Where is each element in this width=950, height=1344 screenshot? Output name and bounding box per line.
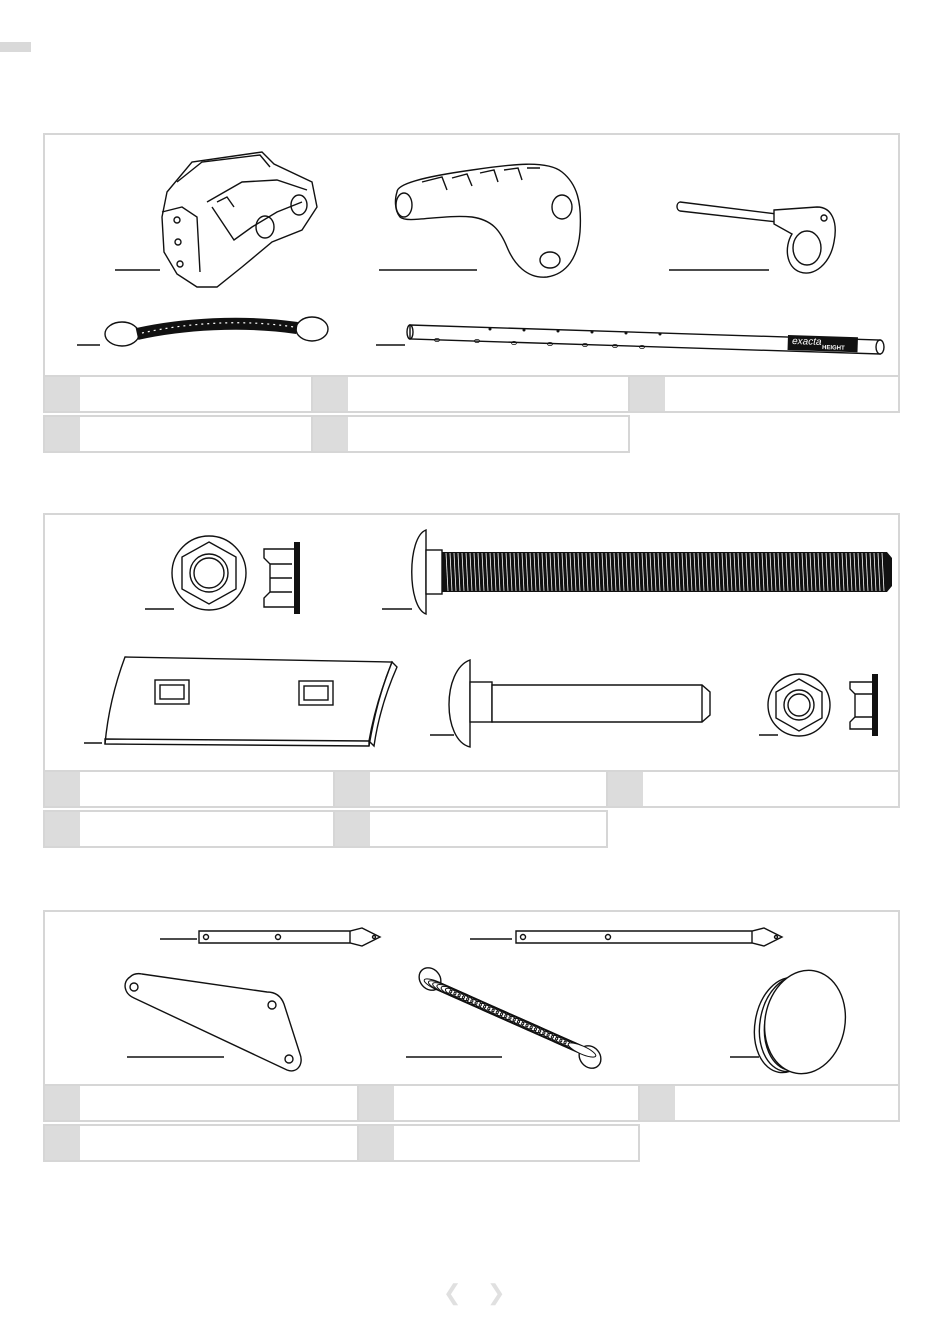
part-number	[630, 377, 665, 411]
part-number	[313, 417, 348, 451]
part-number	[313, 377, 348, 411]
part-number	[45, 1086, 80, 1120]
triangle-plate-icon	[125, 974, 301, 1071]
parts-illustration-3	[45, 912, 898, 1084]
end-cap-icon	[730, 964, 853, 1080]
part-label-cell	[43, 770, 335, 808]
extension-spring-icon	[406, 963, 605, 1072]
parts-panel-2	[43, 513, 900, 772]
part-label-cell	[311, 415, 630, 453]
part-label-cell	[43, 1124, 359, 1162]
carriage-bolt-icon	[430, 660, 710, 747]
corner-tab	[0, 42, 31, 52]
part-label-cell	[43, 1084, 359, 1122]
part-label-cell	[628, 375, 900, 413]
flange-nut-icon	[759, 674, 878, 736]
next-page-icon[interactable]: ❯	[487, 1280, 506, 1305]
strap-bar-icon	[160, 928, 380, 946]
locking-pin-icon	[669, 202, 835, 273]
height-adjust-tube-icon	[376, 325, 884, 354]
part-number	[45, 417, 80, 451]
part-number	[359, 1086, 394, 1120]
part-label-cell	[43, 415, 313, 453]
parts-panel-3	[43, 910, 900, 1086]
brand-text-1: exacta	[791, 336, 822, 348]
strap-bar-icon	[470, 928, 782, 946]
clamp-bracket-icon	[115, 152, 317, 287]
bungee-cord-icon	[77, 317, 328, 346]
parts-illustration-2	[45, 515, 898, 770]
part-label-cell	[333, 810, 608, 848]
part-label-cell	[333, 770, 608, 808]
part-number	[335, 772, 370, 806]
part-number	[45, 812, 80, 846]
part-number	[359, 1126, 394, 1160]
flange-nut-icon	[145, 536, 300, 614]
part-label-cell	[638, 1084, 900, 1122]
part-number	[45, 772, 80, 806]
part-number	[45, 377, 80, 411]
prev-page-icon[interactable]: ❮	[443, 1280, 462, 1305]
parts-illustration-1	[45, 135, 898, 375]
crank-handle-icon	[379, 164, 580, 277]
part-label-cell	[43, 375, 313, 413]
part-number	[45, 1126, 80, 1160]
part-number	[640, 1086, 675, 1120]
part-label-cell	[606, 770, 900, 808]
part-label-cell	[357, 1084, 640, 1122]
page-nav	[443, 1282, 507, 1304]
part-label-cell	[43, 810, 335, 848]
part-number	[335, 812, 370, 846]
brand-text-2: HEIGHT	[821, 345, 845, 352]
part-number	[608, 772, 643, 806]
part-label-cell	[311, 375, 630, 413]
parts-panel-1	[43, 133, 900, 377]
curved-plate-icon	[84, 657, 397, 746]
carriage-bolt-icon	[382, 530, 892, 614]
part-label-cell	[357, 1124, 640, 1162]
